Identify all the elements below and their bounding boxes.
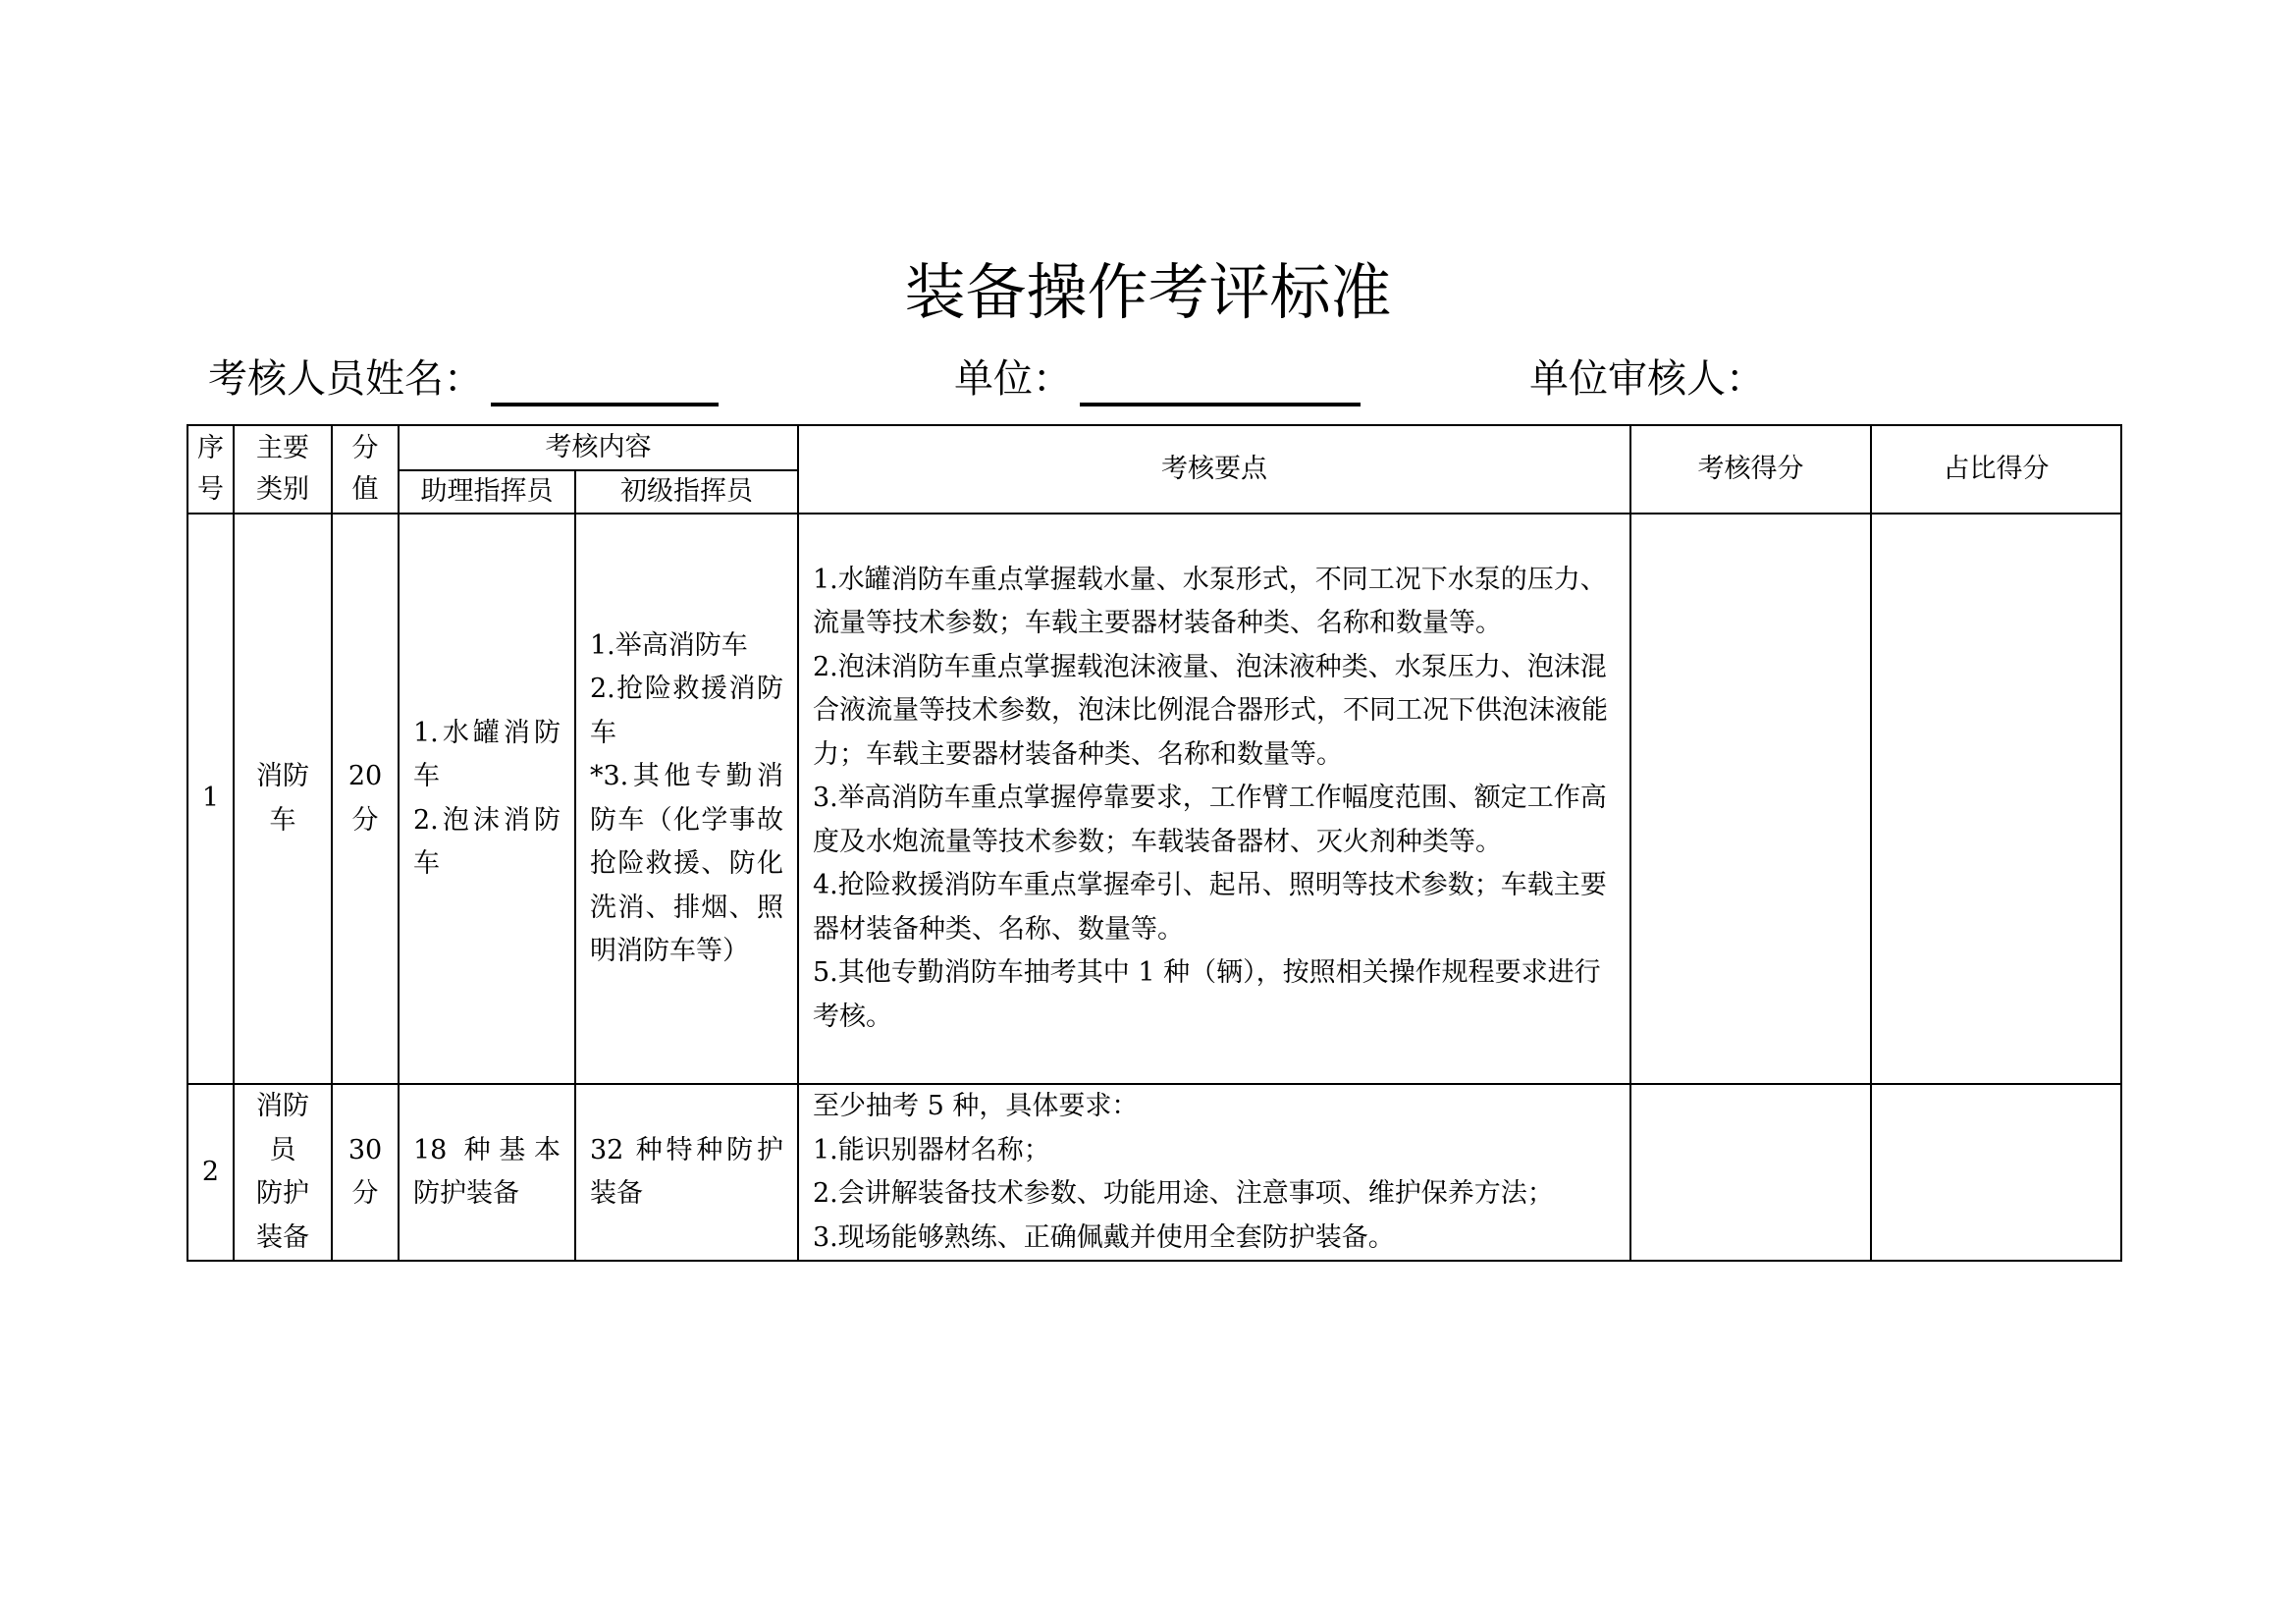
row-category-line: 消防 xyxy=(256,761,309,791)
row-category xyxy=(234,1084,332,1261)
row-weighted-score-input[interactable] xyxy=(1871,1084,2121,1261)
row-score-line: 30 xyxy=(347,1134,383,1165)
header-index-line: 序 xyxy=(197,433,224,463)
content-item: 1.举高消防车 xyxy=(590,629,748,661)
row-exam-score-input[interactable] xyxy=(1630,1084,1871,1261)
page-title: 装备操作考评标准 xyxy=(904,256,1392,328)
row-category xyxy=(234,514,332,1084)
row-category-line: 员 xyxy=(269,1134,296,1165)
examinee-name-label: 考核人员姓名： xyxy=(208,356,483,402)
key-point: 2.会讲解装备技术参数、功能用途、注意事项、维护保养方法； xyxy=(813,1178,1554,1209)
header-exam-score: 考核得分 xyxy=(1630,425,1871,514)
header-index xyxy=(187,425,234,514)
row-category-line: 装备 xyxy=(256,1221,309,1253)
header-junior-commander: 初级指挥员 xyxy=(575,470,798,514)
unit-blank[interactable] xyxy=(1080,359,1361,406)
row-key-points xyxy=(798,514,1630,1084)
row-score-line: 分 xyxy=(351,1178,379,1209)
row-score xyxy=(332,1084,399,1261)
row-index: 1 xyxy=(187,514,234,1084)
header-score-line: 值 xyxy=(351,474,379,505)
header-key-points: 考核要点 xyxy=(798,425,1630,514)
reviewer-field xyxy=(1529,352,1765,406)
key-point: 至少抽考 5 种，具体要求： xyxy=(813,1091,1139,1121)
key-point: 3.举高消防车重点掌握停靠要求，工作臂工作幅度范围、额定工作高度及水炮流量等技术参数；车载装备器材、灭火剂种类等。 xyxy=(813,783,1607,857)
row-score-line: 分 xyxy=(351,804,379,836)
header-category-line: 类别 xyxy=(256,474,309,505)
header-score-line: 分 xyxy=(351,433,379,463)
table-row xyxy=(187,514,2121,1084)
unit-field xyxy=(954,352,1361,406)
content-item: *3.其他专勤消防车（化学事故抢险救援、防化洗消、排烟、照明消防车等） xyxy=(590,761,783,966)
content-item: 1.水罐消防车 xyxy=(413,717,561,791)
row-category-line: 消防 xyxy=(256,1091,309,1121)
key-point: 4.抢险救援消防车重点掌握牵引、起吊、照明等技术参数；车载主要器材装备种类、名称、数量等。 xyxy=(813,870,1607,945)
content-item: 32 种特种防护装备 xyxy=(590,1134,783,1209)
content-item: 2.抢险救援消防车 xyxy=(590,674,783,748)
header-index-line: 号 xyxy=(197,474,224,505)
row-category-line: 车 xyxy=(269,804,296,836)
header-score xyxy=(332,425,399,514)
reviewer-label: 单位审核人： xyxy=(1529,356,1765,402)
examinee-name-field xyxy=(208,352,719,406)
key-point: 1.能识别器材名称； xyxy=(813,1134,1050,1165)
key-point: 5.其他专勤消防车抽考其中 1 种（辆），按照相关操作规程要求进行考核。 xyxy=(813,957,1601,1032)
row-score xyxy=(332,514,399,1084)
header-weighted-score: 占比得分 xyxy=(1871,425,2121,514)
content-item: 2.泡沫消防车 xyxy=(413,804,561,879)
header-category xyxy=(234,425,332,514)
header-content-group: 考核内容 xyxy=(399,425,798,470)
row-assistant-content xyxy=(399,1084,575,1261)
row-assistant-content xyxy=(399,514,575,1084)
header-assistant-commander: 助理指挥员 xyxy=(399,470,575,514)
row-weighted-score-input[interactable] xyxy=(1871,514,2121,1084)
row-score-line: 20 xyxy=(347,761,383,791)
examinee-name-blank[interactable] xyxy=(491,359,719,406)
table-row xyxy=(187,1084,2121,1261)
assessment-table xyxy=(187,424,2122,1262)
row-index: 2 xyxy=(187,1084,234,1261)
row-exam-score-input[interactable] xyxy=(1630,514,1871,1084)
key-point: 1.水罐消防车重点掌握载水量、水泵形式，不同工况下水泵的压力、流量等技术参数；车载主要器材装备种类、名称和数量等。 xyxy=(813,564,1607,639)
key-point: 2.泡沫消防车重点掌握载泡沫液量、泡沫液种类、水泵压力、泡沫混合液流量等技术参数，泡沫比例混合器形式，不同工况下供泡沫液能力；车载主要器材装备种类、名称和数量等。 xyxy=(813,651,1608,770)
header-category-line: 主要 xyxy=(256,433,309,463)
key-point: 3.现场能够熟练、正确佩戴并使用全套防护装备。 xyxy=(813,1221,1395,1253)
unit-label: 单位： xyxy=(954,356,1072,402)
row-key-points xyxy=(798,1084,1630,1261)
row-category-line: 防护 xyxy=(256,1178,309,1209)
row-junior-content xyxy=(575,1084,798,1261)
row-junior-content xyxy=(575,514,798,1084)
content-item: 18 种基本防护装备 xyxy=(413,1134,561,1209)
